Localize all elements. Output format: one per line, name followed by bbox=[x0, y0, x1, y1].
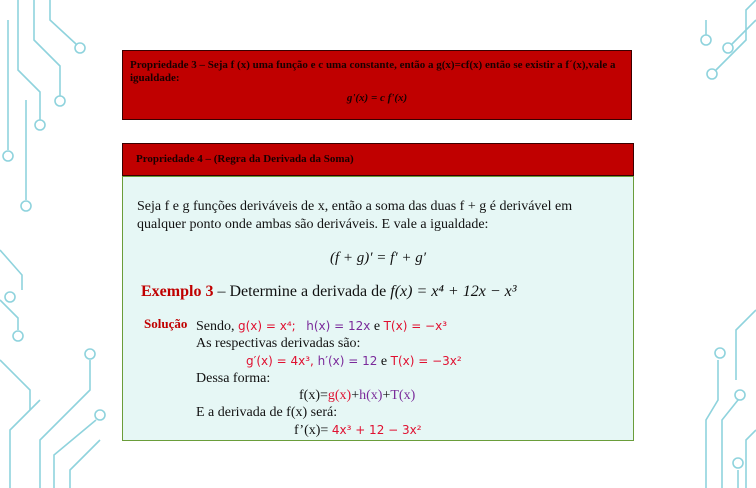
solution-t-prime: T(x) = −3x² bbox=[390, 354, 462, 368]
solution-line-3 bbox=[246, 353, 462, 370]
sum-rule-formula: (f + g)′ = f′ + g′ bbox=[329, 250, 427, 266]
solution-line-7 bbox=[294, 422, 422, 439]
solution-line-5 bbox=[299, 388, 415, 404]
solution-h-prime: h′(x) = 12 bbox=[313, 354, 378, 368]
example-3 bbox=[141, 283, 517, 301]
property-3-text: Propriedade 3 – Seja f (x) uma função e c uma constante, então a g(x)=cf(x) então se existir a f´(x),vale a igualdade: bbox=[130, 59, 616, 84]
solution-fprime-value: 4x³ + 12 − 3x² bbox=[331, 423, 422, 437]
solution-f-label: f(x)= bbox=[299, 388, 328, 403]
solution-t-def: T(x) = −x³ bbox=[383, 319, 448, 333]
circuit-decoration-right bbox=[646, 0, 756, 488]
property-3-formula: g'(x) = c f'(x) bbox=[346, 92, 408, 104]
solution-line-3-and: e bbox=[377, 354, 391, 369]
solution-line-6: E a derivada de f(x) será: bbox=[196, 405, 338, 420]
solution-sum-h: h(x) bbox=[359, 388, 383, 403]
example-3-expression: f(x) = x⁴ + 12x − x³ bbox=[390, 283, 517, 300]
solution-g-def: g(x) = x⁴; bbox=[238, 319, 296, 333]
solution-line-1-and: e bbox=[370, 319, 384, 334]
example-3-label: Exemplo 3 bbox=[141, 283, 214, 300]
solution-line-1 bbox=[196, 318, 447, 335]
solution-line-1-prefix: Sendo, bbox=[196, 319, 238, 334]
plus-sign: + bbox=[382, 388, 391, 403]
property-4-header bbox=[122, 143, 634, 176]
property-4-title: Propriedade 4 – (Regra da Derivada da Soma) bbox=[136, 153, 354, 165]
solution-line-2: As respectivas derivadas são: bbox=[196, 336, 361, 351]
property-4-paragraph bbox=[137, 198, 617, 234]
property-4-paragraph-line2: qualquer ponto onde ambas são deriváveis. E vale a igualdade: bbox=[137, 217, 489, 232]
solution-label: Solução bbox=[144, 316, 188, 331]
circuit-decoration-left bbox=[0, 0, 110, 488]
property-4-paragraph-line1: Seja f e g funções deriváveis de x, então a soma das duas f + g é derivável em bbox=[137, 199, 573, 214]
solution-h-def: h(x) = 12x bbox=[306, 319, 371, 333]
example-3-text: – Determine a derivada de bbox=[213, 283, 391, 300]
solution-g-prime: g′(x) = 4x³, bbox=[246, 354, 314, 368]
solution-fprime-label: f’(x)= bbox=[294, 423, 332, 438]
plus-sign: + bbox=[351, 388, 360, 403]
property-3-box bbox=[122, 50, 632, 120]
solution-line-4: Dessa forma: bbox=[196, 371, 271, 386]
solution-sum-g: g(x) bbox=[327, 388, 352, 403]
solution-sum-t: T(x) bbox=[390, 388, 416, 403]
